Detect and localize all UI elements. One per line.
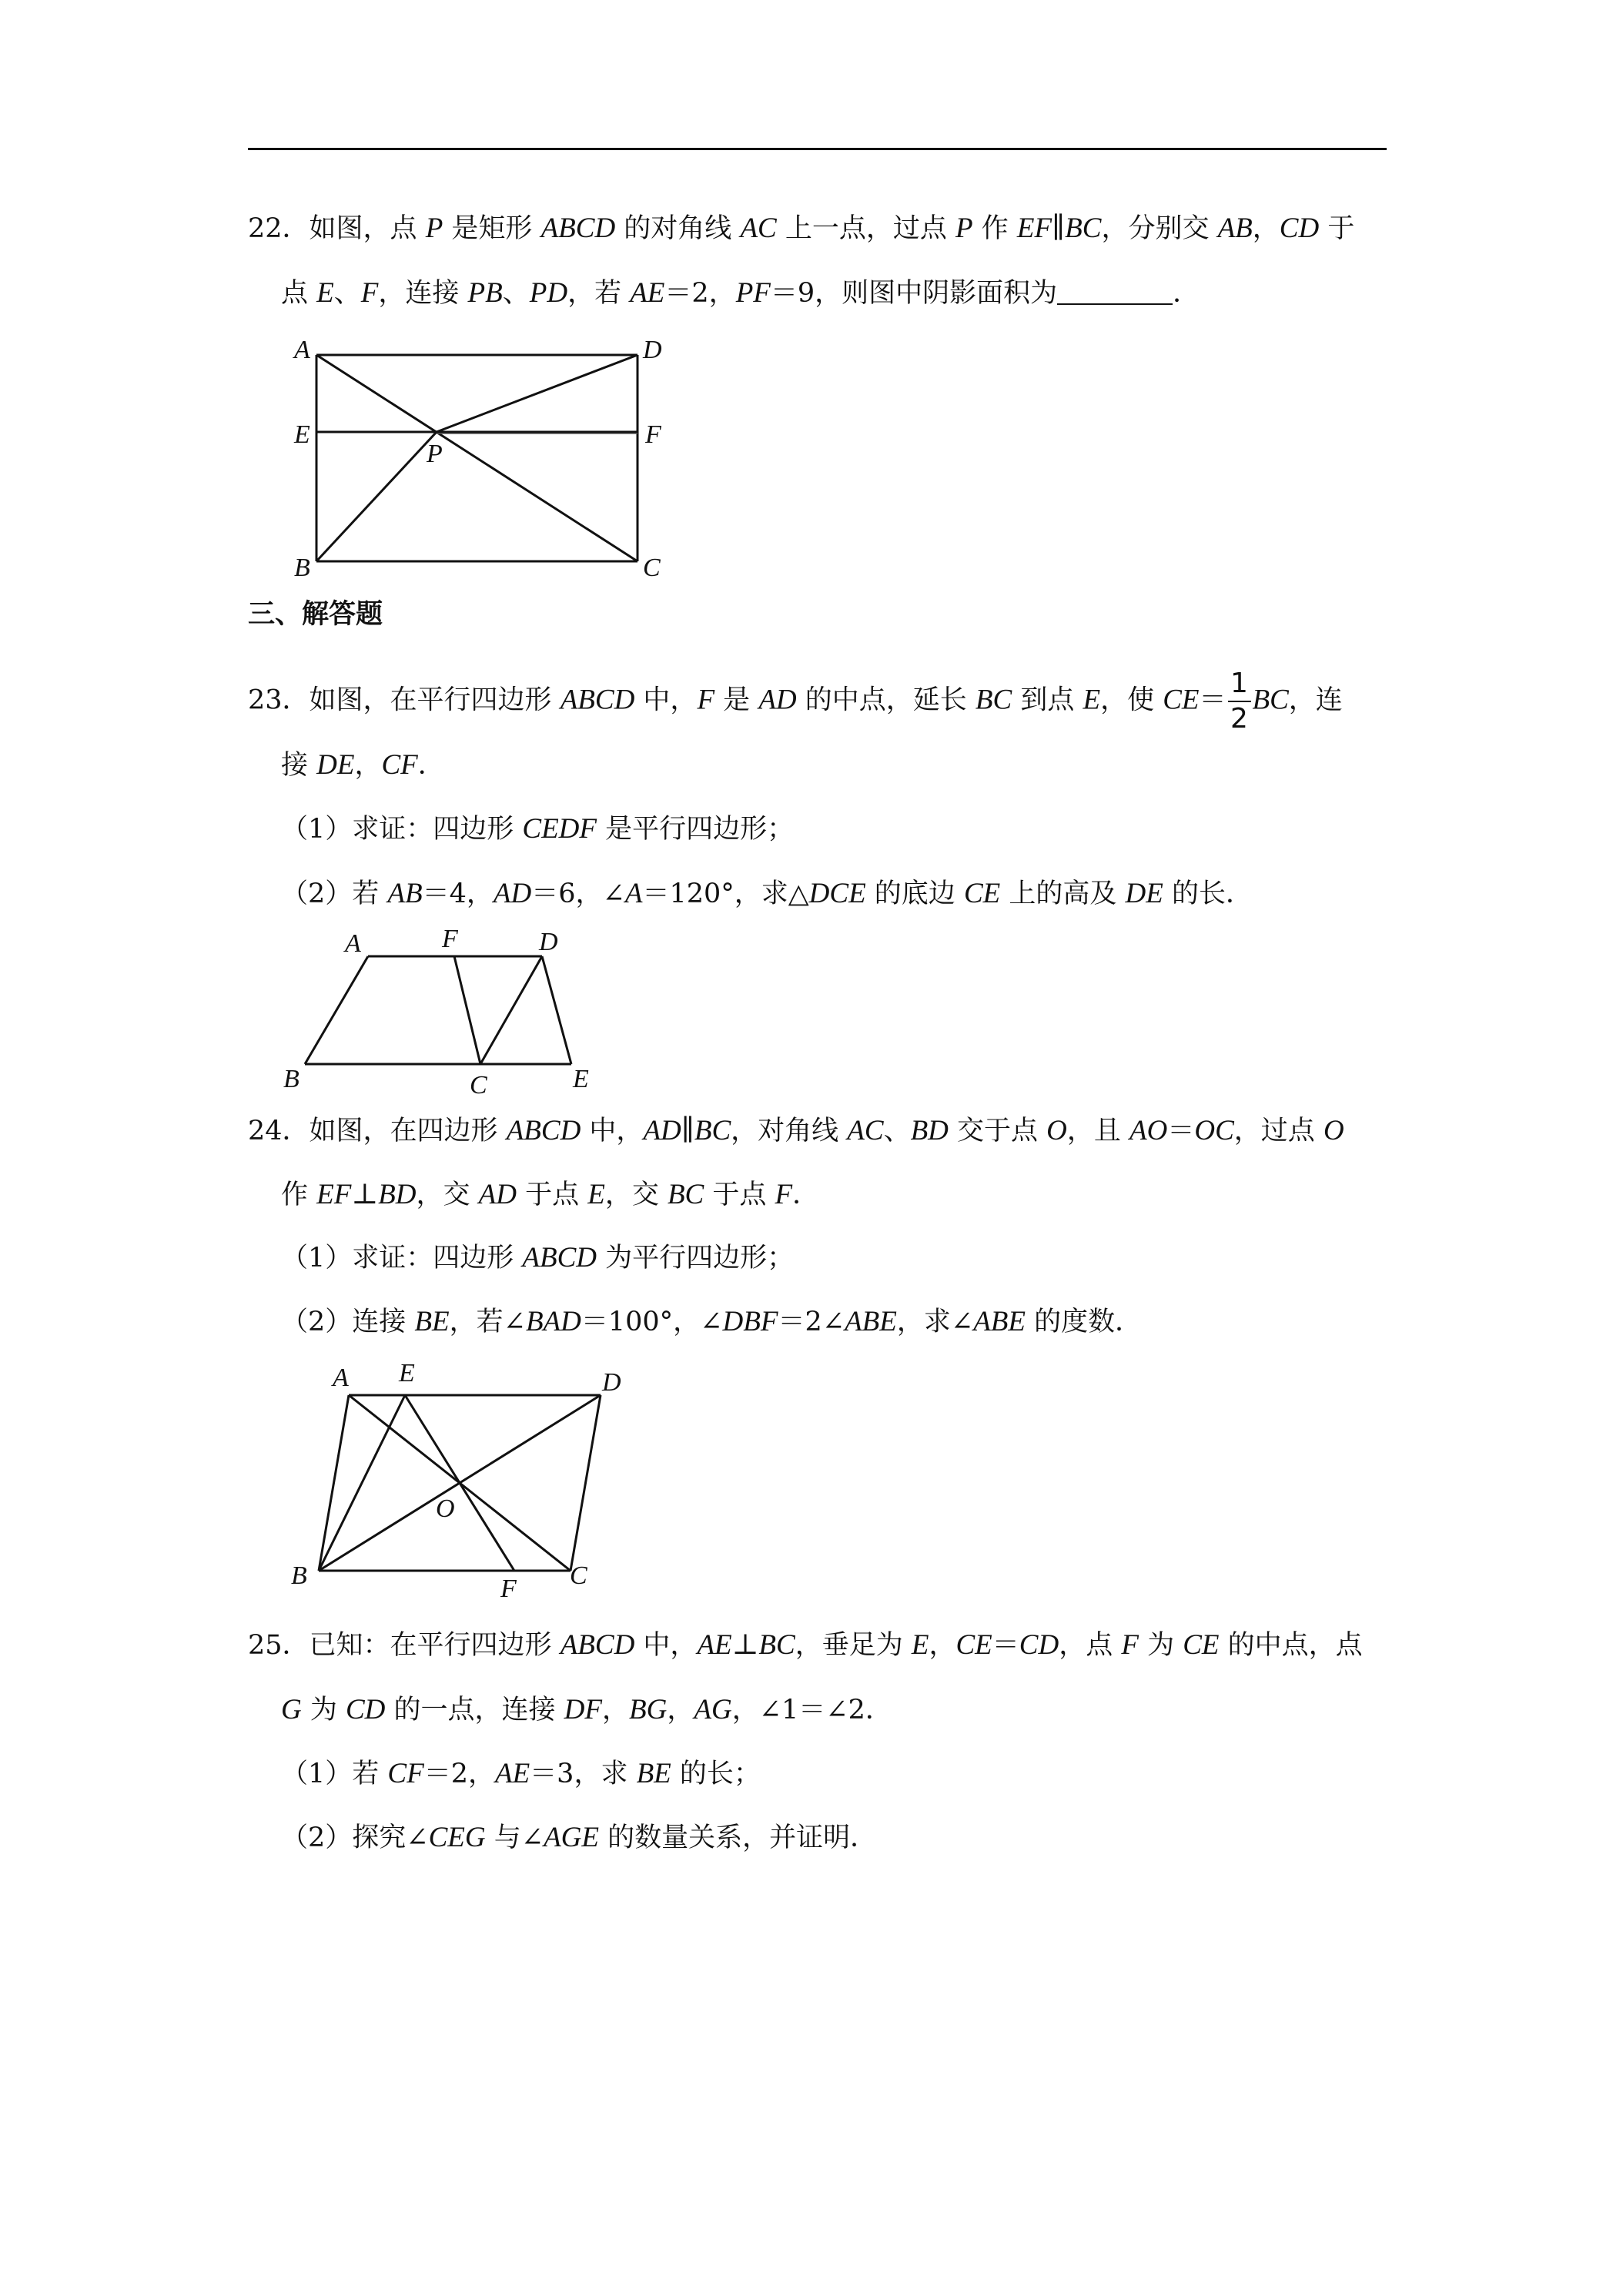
label-D: D bbox=[643, 336, 662, 364]
segment-PD bbox=[437, 355, 637, 432]
segment-DC bbox=[480, 956, 542, 1064]
edge-AB bbox=[305, 956, 368, 1064]
label-D: D bbox=[539, 928, 558, 956]
label-A: A bbox=[333, 1364, 349, 1392]
diagonal-AC bbox=[316, 355, 637, 561]
q24-figure bbox=[277, 1355, 647, 1603]
q23-line2: 接 DE，CF． bbox=[281, 749, 445, 781]
q25-sub2: （2）探究∠CEG 与∠AGE 的数量关系，并证明． bbox=[281, 1822, 878, 1853]
label-A: A bbox=[294, 336, 310, 364]
q24-line2: 作 EF⊥BD，交 AD 于点 E，交 BC 于点 F． bbox=[281, 1179, 820, 1210]
q22-line1: 22．如图，点 P 是矩形 ABCD 的对角线 AC 上一点，过点 P 作 EF∥BC，分别交 AB，CD 于 bbox=[248, 213, 1355, 244]
fraction-one-half: $\frac{1}{2}$ bbox=[1228, 668, 1251, 735]
label-C: C bbox=[643, 554, 661, 582]
label-F: F bbox=[645, 420, 661, 449]
edge-DE bbox=[542, 956, 571, 1064]
segment-PB bbox=[316, 432, 437, 561]
label-C: C bbox=[470, 1071, 487, 1099]
q23-sub1: （1）求证：四边形 CEDF 是平行四边形； bbox=[281, 813, 795, 845]
label-B: B bbox=[291, 1561, 307, 1590]
label-A: A bbox=[345, 929, 361, 958]
label-B: B bbox=[283, 1065, 300, 1093]
q23-line1: 23．如图，在平行四边形 ABCD 中，F 是 AD 的中点，延长 BC 到点 E，使 CE＝ $\frac{1}{2}$ BC，连 bbox=[248, 668, 1343, 735]
label-F: F bbox=[500, 1575, 517, 1603]
segment-EF bbox=[405, 1395, 514, 1571]
q23-sub2: （2）若 AB＝4，AD＝6，∠A＝120°，求△DCE 的底边 CE 上的高及 DE 的长． bbox=[281, 878, 1253, 909]
answer-blank[interactable] bbox=[1057, 277, 1173, 305]
q23-figure bbox=[277, 924, 616, 1097]
segment-FC bbox=[454, 956, 480, 1064]
edge-AB bbox=[319, 1395, 349, 1571]
label-E: E bbox=[294, 420, 310, 449]
label-P: P bbox=[427, 440, 443, 468]
label-D: D bbox=[602, 1368, 621, 1397]
label-E: E bbox=[399, 1359, 415, 1387]
q25-sub1: （1）若 CF＝2，AE＝3，求 BE 的长； bbox=[281, 1758, 761, 1789]
q22-line2: 点 E、F，连接 PB、PD，若 AE＝2，PF＝9，则图中阴影面积为 ． bbox=[281, 277, 1200, 309]
label-F: F bbox=[442, 925, 458, 953]
q24-sub1: （1）求证：四边形 ABCD 为平行四边形； bbox=[281, 1242, 795, 1274]
edge-DC bbox=[571, 1395, 601, 1571]
label-O: O bbox=[436, 1494, 455, 1523]
label-E: E bbox=[573, 1065, 589, 1093]
q25-line1: 25．已知：在平行四边形 ABCD 中，AE⊥BC，垂足为 E，CE＝CD，点 F 为 CE 的中点，点 bbox=[248, 1629, 1363, 1661]
section-title: 三、解答题 bbox=[248, 598, 383, 630]
label-C: C bbox=[570, 1561, 587, 1590]
q24-line1: 24．如图，在四边形 ABCD 中，AD∥BC，对角线 AC、BD 交于点 O，且 AO＝OC，过点 O bbox=[248, 1115, 1344, 1146]
label-B: B bbox=[294, 554, 310, 582]
header-rule bbox=[248, 148, 1387, 150]
q25-line2: G 为 CD 的一点，连接 DF，BG，AG，∠1＝∠2． bbox=[281, 1694, 892, 1725]
q22-figure bbox=[285, 331, 685, 585]
q24-sub2: （2）连接 BE，若∠BAD＝100°，∠DBF＝2∠ABE，求∠ABE 的度数． bbox=[281, 1306, 1143, 1337]
